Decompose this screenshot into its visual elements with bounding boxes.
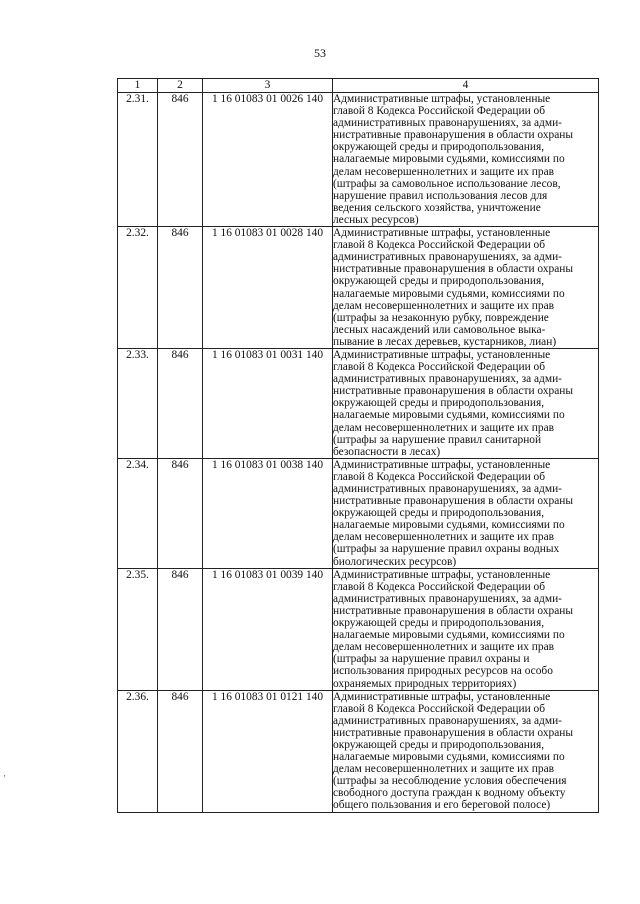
budget-classification-code bbox=[203, 568, 333, 690]
budget-code-text: 1 16 01083 01 0121 140 bbox=[211, 690, 324, 703]
row-number: 2.36. bbox=[118, 690, 158, 812]
table-row bbox=[118, 93, 599, 227]
row-number: 2.34. bbox=[118, 458, 158, 568]
budget-code-text: 1 16 01083 01 0038 140 bbox=[211, 458, 324, 471]
budget-classification-code bbox=[203, 348, 333, 458]
admin-code: 846 bbox=[158, 93, 203, 227]
table-row bbox=[118, 227, 599, 349]
admin-code: 846 bbox=[158, 568, 203, 690]
budget-classification-code bbox=[203, 93, 333, 227]
budget-code-text: 1 16 01083 01 0026 140 bbox=[211, 93, 324, 105]
column-header-2: 2 bbox=[158, 79, 203, 93]
income-description: Административные штрафы, установленные главой 8 Кодекса Российской Федерации об административных правонарушениях, за адми- нистративные правонарушения в области охраны окружающей среды и природопользования, налагаемые мировыми судьями, комиссиями по делам несовершеннолетних и защите их прав (штрафы за несоблюдение условия обеспечения свободного доступа граждан к водному объекту общего пользования и его береговой полосе) bbox=[333, 690, 599, 812]
column-header-1: 1 bbox=[118, 79, 158, 93]
income-description: Административные штрафы, установленные главой 8 Кодекса Российской Федерации об административных правонарушениях, за адми- нистративные правонарушения в области охраны окружающей среды и природопользования, налагаемые мировыми судьями, комиссиями по делам несовершеннолетних и защите их прав (штрафы за самовольное использование лесов, нарушение правил использования лесов для ведения сельского хозяйства, уничтожение лесных ресурсов) bbox=[333, 93, 599, 227]
budget-code-text: 1 16 01083 01 0028 140 bbox=[211, 227, 324, 240]
table-header-row bbox=[118, 79, 599, 93]
admin-code: 846 bbox=[158, 227, 203, 349]
document-table bbox=[117, 78, 599, 813]
row-number: 2.35. bbox=[118, 568, 158, 690]
row-number: 2.32. bbox=[118, 227, 158, 349]
column-header-3: 3 bbox=[203, 79, 333, 93]
column-header-4: 4 bbox=[333, 79, 599, 93]
table-row bbox=[118, 568, 599, 690]
table-row bbox=[118, 690, 599, 812]
page-number: 53 bbox=[314, 46, 326, 60]
budget-code-text: 1 16 01083 01 0039 140 bbox=[211, 568, 324, 581]
row-number: 2.33. bbox=[118, 348, 158, 458]
admin-code: 846 bbox=[158, 348, 203, 458]
budget-classification-code bbox=[203, 690, 333, 812]
table-row bbox=[118, 458, 599, 568]
income-description: Административные штрафы, установленные главой 8 Кодекса Российской Федерации об административных правонарушениях, за адми- нистративные правонарушения в области охраны окружающей среды и природопользования, налагаемые мировыми судьями, комиссиями по делам несовершеннолетних и защите их прав (штрафы за нарушение правил санитарной безопасности в лесах) bbox=[333, 348, 599, 458]
income-description: Административные штрафы, установленные главой 8 Кодекса Российской Федерации об административных правонарушениях, за адми- нистративные правонарушения в области охраны окружающей среды и природопользования, налагаемые мировыми судьями, комиссиями по делам несовершеннолетних и защите их прав (штрафы за незаконную рубку, повреждение лесных насаждений или самовольное выка- пывание в лесах деревьев, кустарников, лиан) bbox=[333, 227, 599, 349]
budget-classification-code bbox=[203, 227, 333, 349]
income-description: Административные штрафы, установленные главой 8 Кодекса Российской Федерации об административных правонарушениях, за адми- нистративные правонарушения в области охраны окружающей среды и природопользования, налагаемые мировыми судьями, комиссиями по делам несовершеннолетних и защите их прав (штрафы за нарушение правил охраны и использования природных ресурсов на особо охраняемых природных территориях) bbox=[333, 568, 599, 690]
admin-code: 846 bbox=[158, 458, 203, 568]
table-row bbox=[118, 348, 599, 458]
budget-classification-code bbox=[203, 458, 333, 568]
admin-code: 846 bbox=[158, 690, 203, 812]
income-description: Административные штрафы, установленные главой 8 Кодекса Российской Федерации об административных правонарушениях, за адми- нистративные правонарушения в области охраны окружающей среды и природопользования, налагаемые мировыми судьями, комиссиями по делам несовершеннолетних и защите их прав (штрафы за нарушение правил охраны водных биологических ресурсов) bbox=[333, 458, 599, 568]
row-number: 2.31. bbox=[118, 93, 158, 227]
margin-mark: ‚ bbox=[3, 768, 6, 778]
budget-code-text: 1 16 01083 01 0031 140 bbox=[211, 348, 324, 361]
